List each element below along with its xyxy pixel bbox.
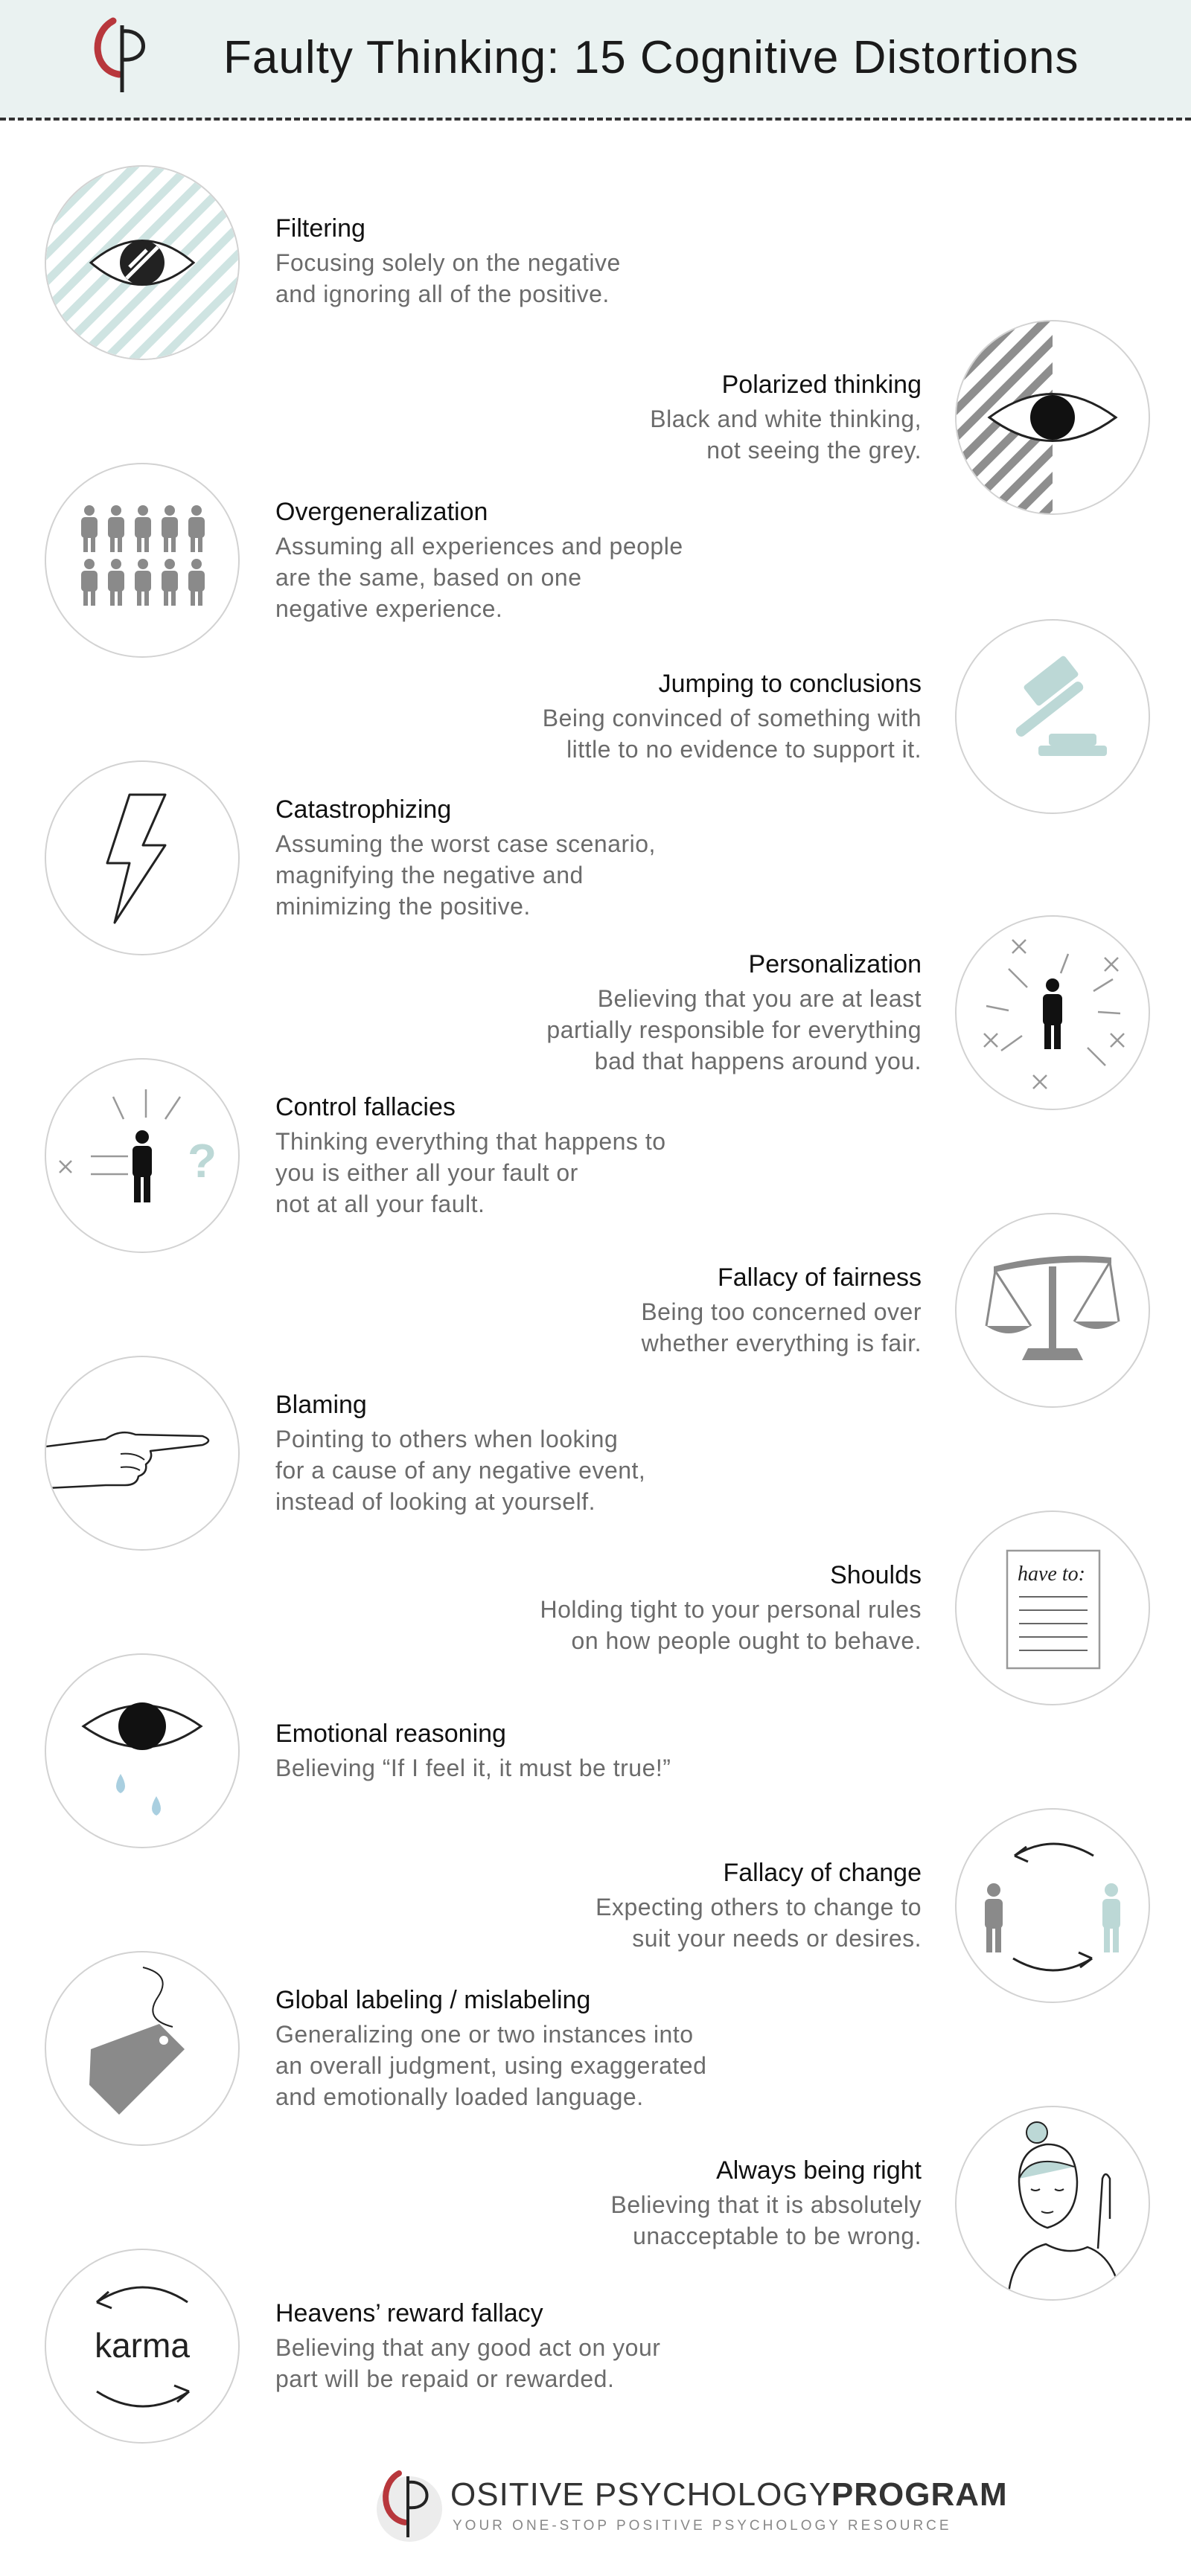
- distortion-item: [311, 369, 922, 466]
- distortion-title: Global labeling / mislabeling: [275, 1986, 591, 2014]
- karma-icon: [45, 2249, 240, 2444]
- person-question-icon-drawing: [46, 1060, 238, 1252]
- distortion-description: Believing “If I feel it, it must be true!”: [275, 1755, 671, 1781]
- distortion-description: Thinking everything that happens to you is either all your fault or not at all your fault.: [275, 1128, 666, 1217]
- footer: [0, 2448, 1191, 2552]
- distortion-description: Believing that any good act on your part will be repaid or rewarded.: [275, 2334, 661, 2392]
- distortion-title: Jumping to conclusions: [658, 670, 922, 698]
- distortion-item: [275, 1389, 886, 1517]
- distortion-title: Fallacy of change: [723, 1859, 922, 1887]
- person-arrows-icon-drawing: [957, 917, 1149, 1109]
- crying-eye-icon-drawing: [46, 1655, 238, 1847]
- distortion-title: Always being right: [716, 2156, 922, 2185]
- people-group-icon-drawing: [46, 464, 238, 656]
- distortion-title: Blaming: [275, 1391, 367, 1419]
- distortion-title: Catastrophizing: [275, 795, 452, 824]
- distortion-item: [311, 1262, 922, 1359]
- note-text: have to:: [1018, 1563, 1085, 1586]
- distortion-item: [275, 2298, 886, 2394]
- karma-icon-drawing: [46, 2250, 238, 2442]
- distortion-description: Expecting others to change to suit your needs or desires.: [596, 1894, 922, 1952]
- distortion-item: [311, 1857, 922, 1954]
- distortion-item: [275, 1984, 886, 2112]
- person-question-icon: [45, 1058, 240, 1253]
- distortion-title: Shoulds: [830, 1561, 922, 1589]
- eye-icon-drawing: [46, 167, 238, 359]
- scales-icon: [955, 1213, 1150, 1408]
- brand-psychology: PSYCHOLOGY: [594, 2476, 831, 2513]
- distortion-title: Personalization: [748, 950, 922, 978]
- pointing-hand-icon: [45, 1356, 240, 1551]
- distortion-description: Holding tight to your personal rules on how people ought to behave.: [540, 1596, 922, 1654]
- distortion-title: Heavens’ reward fallacy: [275, 2299, 543, 2327]
- woman-finger-icon-drawing: [957, 2107, 1149, 2299]
- distortion-description: Assuming all experiences and people are the same, based on one negative experience.: [275, 533, 683, 622]
- people-group-icon: [45, 463, 240, 658]
- gavel-icon-drawing: [957, 621, 1149, 813]
- note-icon: [955, 1510, 1150, 1705]
- gavel-icon: [955, 619, 1150, 814]
- scales-icon-drawing: [957, 1214, 1149, 1406]
- brand-positive: OSITIVE: [450, 2476, 595, 2513]
- distortion-description: Believing that you are at least partially responsible for everything bad that happens around you.: [546, 985, 922, 1074]
- distortion-description: Being too concerned over whether everything is fair.: [641, 1298, 922, 1356]
- distortion-description: Black and white thinking, not seeing the grey.: [650, 406, 922, 464]
- logo-icon: [83, 10, 165, 100]
- distortion-item: [311, 949, 922, 1077]
- woman-finger-icon: [955, 2106, 1150, 2301]
- svg-text:?: ?: [188, 1134, 217, 1188]
- distortion-description: Being convinced of something with little to no evidence to support it.: [542, 705, 922, 763]
- footer-logo-icon: [372, 2463, 447, 2545]
- tag-icon-drawing: [46, 1952, 238, 2144]
- eye-icon: [45, 165, 240, 360]
- distortion-description: Focusing solely on the negative and ignoring all of the positive.: [275, 249, 621, 307]
- people-cycle-icon: [955, 1808, 1150, 2003]
- distortion-item: [311, 1560, 922, 1656]
- distortion-item: [275, 794, 886, 922]
- distortion-description: Generalizing one or two instances into an overall judgment, using exaggerated and emotionally loaded language.: [275, 2021, 707, 2110]
- lightning-icon-drawing: [46, 762, 238, 954]
- distortion-item: [275, 1718, 886, 1784]
- distortion-item: [311, 668, 922, 765]
- distortion-title: Polarized thinking: [721, 371, 922, 399]
- person-arrows-icon: [955, 915, 1150, 1110]
- distortion-description: Pointing to others when looking for a cause of any negative event, instead of looking at yourself.: [275, 1426, 646, 1515]
- distortion-item: [275, 213, 886, 310]
- karma-text: karma: [95, 2326, 190, 2365]
- distortion-title: Overgeneralization: [275, 498, 488, 526]
- note-icon-drawing: [957, 1512, 1149, 1704]
- distortion-title: Filtering: [275, 214, 365, 243]
- distortion-title: Fallacy of fairness: [718, 1263, 922, 1292]
- distortion-item: [275, 496, 886, 624]
- footer-brand: [450, 2476, 1008, 2513]
- half-eye-icon-drawing: [957, 321, 1149, 513]
- people-cycle-icon-drawing: [957, 1810, 1149, 2002]
- distortion-item: [311, 2155, 922, 2252]
- distortion-item: [275, 1092, 886, 1220]
- brand-program: PROGRAM: [831, 2476, 1008, 2513]
- distortion-description: Believing that it is absolutely unacceptable to be wrong.: [610, 2191, 922, 2249]
- header-divider: [0, 118, 1191, 121]
- page-title: Faulty Thinking: 15 Cognitive Distortions: [223, 32, 1079, 83]
- distortion-title: Control fallacies: [275, 1093, 456, 1121]
- lightning-icon: [45, 760, 240, 955]
- half-eye-icon: [955, 320, 1150, 515]
- footer-tagline: YOUR ONE-STOP POSITIVE PSYCHOLOGY RESOURCE: [453, 2518, 952, 2534]
- tag-icon: [45, 1951, 240, 2146]
- pointing-hand-icon-drawing: [46, 1357, 238, 1549]
- distortion-description: Assuming the worst case scenario, magnifying the negative and minimizing the positive.: [275, 830, 656, 920]
- crying-eye-icon: [45, 1653, 240, 1848]
- distortion-title: Emotional reasoning: [275, 1720, 506, 1748]
